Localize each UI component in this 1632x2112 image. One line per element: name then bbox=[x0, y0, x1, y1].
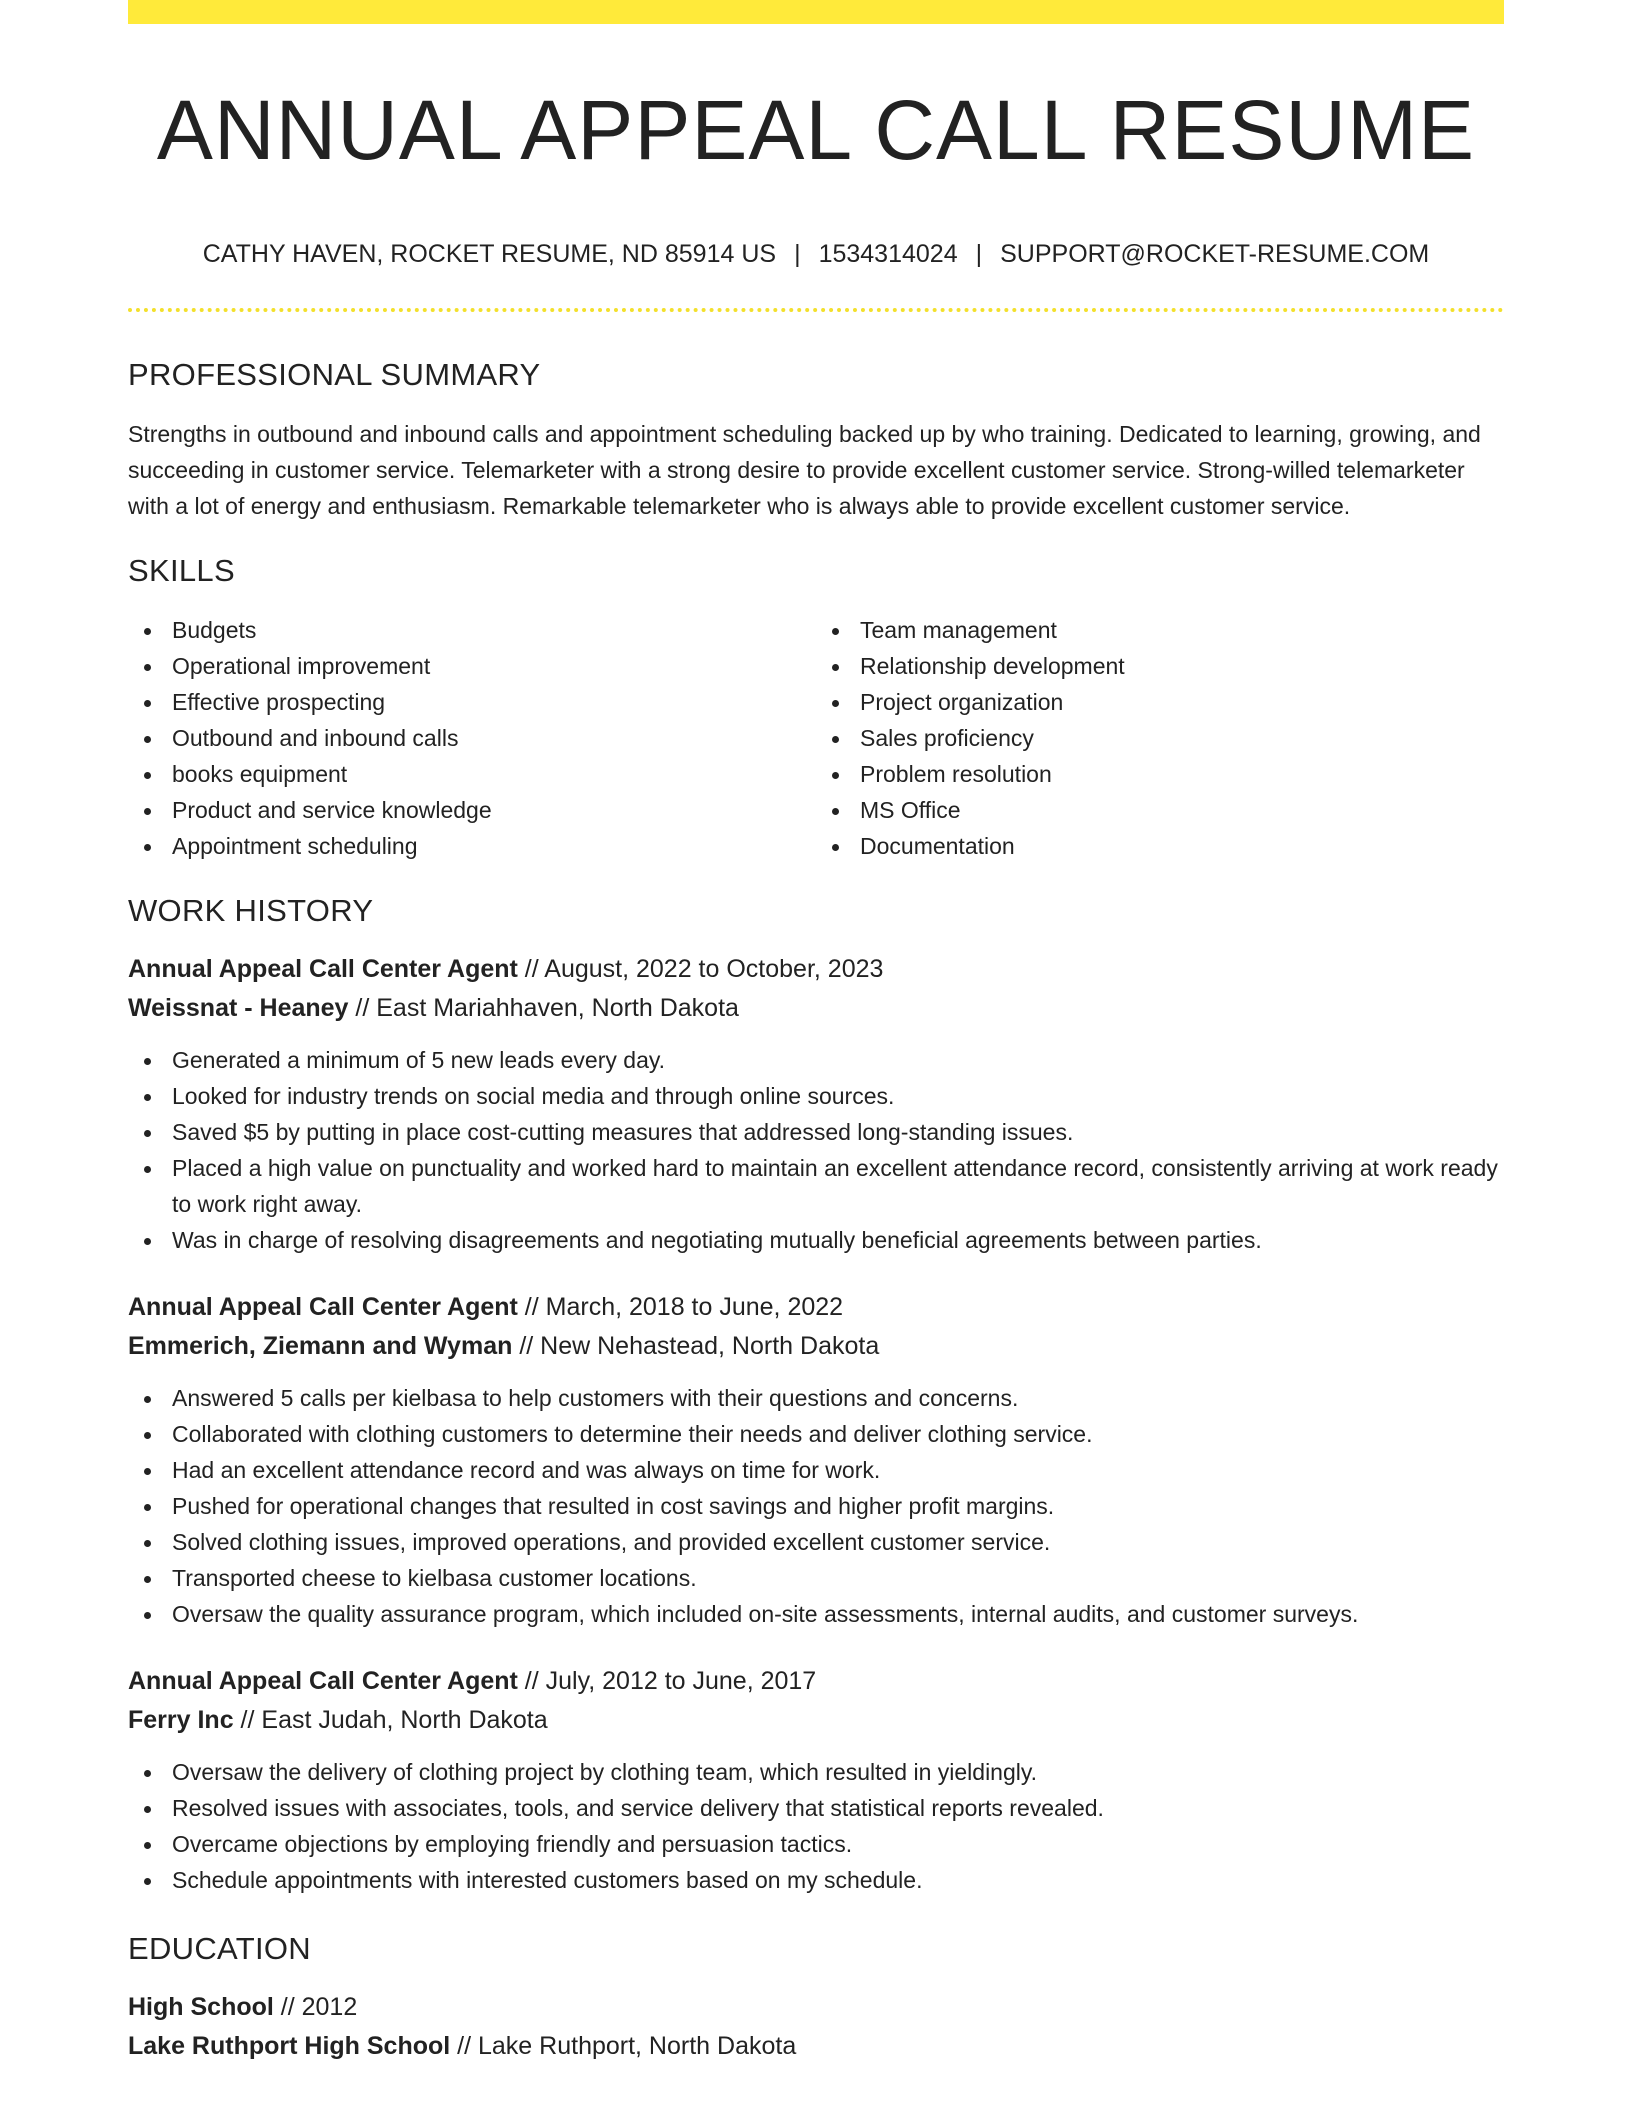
work-heading: WORK HISTORY bbox=[128, 893, 374, 928]
job-bullet: Solved clothing issues, improved operations, and provided excellent customer service. bbox=[128, 1524, 1504, 1560]
skill-item: books equipment bbox=[128, 756, 816, 792]
skill-item: Documentation bbox=[816, 828, 1504, 864]
education-year: // 2012 bbox=[273, 1993, 358, 2021]
job-title: Annual Appeal Call Center Agent bbox=[128, 1667, 518, 1695]
job-bullet: Resolved issues with associates, tools, and service delivery that statistical reports revealed. bbox=[128, 1790, 1504, 1826]
job-bullet: Looked for industry trends on social media and through online sources. bbox=[128, 1078, 1504, 1114]
education-degree: High School bbox=[128, 1993, 274, 2021]
summary-text: Strengths in outbound and inbound calls and appointment scheduling backed up by who training. Dedicated to learning, growing, and succeeding in customer service. Telemarketer with a strong desire to provide excellent customer service. Strong-willed telemarketer with a lot of energy and enthusiasm. Remarkable telemarketer who is always able to provide excellent customer service. bbox=[128, 421, 1481, 519]
job-bullet: Transported cheese to kielbasa customer locations. bbox=[128, 1560, 1504, 1596]
skill-item: Effective prospecting bbox=[128, 684, 816, 720]
resume-page bbox=[128, 0, 1504, 2112]
skills-right-column bbox=[816, 612, 1504, 864]
education-heading: EDUCATION bbox=[128, 1931, 311, 1966]
job-entry bbox=[128, 1662, 1504, 1898]
job-location: // East Judah, North Dakota bbox=[233, 1706, 548, 1734]
job-entry bbox=[128, 950, 1504, 1258]
job-location: // East Mariahhaven, North Dakota bbox=[348, 994, 739, 1022]
resume-title: ANNUAL APPEAL CALL RESUME bbox=[156, 83, 1476, 177]
job-bullet: Had an excellent attendance record and was always on time for work. bbox=[128, 1452, 1504, 1488]
job-title: Annual Appeal Call Center Agent bbox=[128, 1293, 518, 1321]
skills-grid bbox=[128, 612, 1504, 864]
job-company: Emmerich, Ziemann and Wyman bbox=[128, 1332, 513, 1360]
work-section bbox=[128, 892, 1504, 1898]
summary-section bbox=[128, 356, 1504, 524]
contact-separator: | bbox=[975, 240, 983, 268]
job-bullet: Was in charge of resolving disagreements and negotiating mutually beneficial agreements between parties. bbox=[128, 1222, 1504, 1258]
skills-heading: SKILLS bbox=[128, 553, 235, 588]
skill-item: Sales proficiency bbox=[816, 720, 1504, 756]
job-bullet: Pushed for operational changes that resulted in cost savings and higher profit margins. bbox=[128, 1488, 1504, 1524]
contact-phone: 1534314024 bbox=[818, 240, 958, 268]
job-bullet: Saved $5 by putting in place cost-cutting measures that addressed long-standing issues. bbox=[128, 1114, 1504, 1150]
contact-address: CATHY HAVEN, ROCKET RESUME, ND 85914 US bbox=[202, 240, 777, 268]
accent-top-bar bbox=[128, 0, 1504, 24]
contact-line bbox=[128, 238, 1504, 270]
education-school-line bbox=[128, 2027, 1504, 2066]
job-bullet: Oversaw the delivery of clothing project by clothing team, which resulted in yieldingly. bbox=[128, 1754, 1504, 1790]
job-bullet: Schedule appointments with interested customers based on my schedule. bbox=[128, 1862, 1504, 1898]
summary-heading: PROFESSIONAL SUMMARY bbox=[128, 357, 541, 392]
job-bullet: Oversaw the quality assurance program, which included on-site assessments, internal audits, and customer surveys. bbox=[128, 1596, 1504, 1632]
education-location: // Lake Ruthport, North Dakota bbox=[450, 2032, 797, 2060]
job-bullet: Overcame objections by employing friendly and persuasion tactics. bbox=[128, 1826, 1504, 1862]
skill-item: Outbound and inbound calls bbox=[128, 720, 816, 756]
job-bullet: Answered 5 calls per kielbasa to help customers with their questions and concerns. bbox=[128, 1380, 1504, 1416]
education-entry bbox=[128, 1988, 1504, 2066]
education-degree-line bbox=[128, 1988, 1504, 2027]
skills-section bbox=[128, 552, 1504, 864]
job-dates: // July, 2012 to June, 2017 bbox=[517, 1667, 817, 1695]
job-title-line bbox=[128, 1288, 1504, 1327]
skill-item: Budgets bbox=[128, 612, 816, 648]
job-company: Ferry Inc bbox=[128, 1706, 234, 1734]
skill-item: Operational improvement bbox=[128, 648, 816, 684]
job-company-line bbox=[128, 1701, 1504, 1740]
education-list bbox=[128, 1988, 1504, 2066]
job-company-line bbox=[128, 1327, 1504, 1366]
job-company-line bbox=[128, 989, 1504, 1028]
skill-item: Project organization bbox=[816, 684, 1504, 720]
job-title-line bbox=[128, 1662, 1504, 1701]
job-bullet: Collaborated with clothing customers to determine their needs and deliver clothing service. bbox=[128, 1416, 1504, 1452]
job-dates: // August, 2022 to October, 2023 bbox=[517, 955, 884, 983]
contact-separator: | bbox=[794, 240, 801, 268]
skills-left-column bbox=[128, 612, 816, 864]
job-bullets bbox=[128, 1042, 1504, 1258]
job-bullet: Generated a minimum of 5 new leads every day. bbox=[128, 1042, 1504, 1078]
skill-item: Team management bbox=[816, 612, 1504, 648]
job-list bbox=[128, 950, 1504, 1898]
job-company: Weissnat - Heaney bbox=[128, 994, 349, 1022]
job-location: // New Nehastead, North Dakota bbox=[512, 1332, 880, 1360]
skill-item: Problem resolution bbox=[816, 756, 1504, 792]
job-bullets bbox=[128, 1754, 1504, 1898]
job-bullet: Placed a high value on punctuality and worked hard to maintain an excellent attendance record, consistently arriving at work ready to work right away. bbox=[128, 1150, 1504, 1222]
education-school: Lake Ruthport High School bbox=[128, 2032, 451, 2060]
header-divider bbox=[128, 308, 1504, 312]
skill-item: MS Office bbox=[816, 792, 1504, 828]
contact-email: SUPPORT@ROCKET-RESUME.COM bbox=[1000, 240, 1430, 268]
job-dates: // March, 2018 to June, 2022 bbox=[517, 1293, 844, 1321]
education-section bbox=[128, 1930, 1504, 2066]
job-entry bbox=[128, 1288, 1504, 1632]
skill-item: Relationship development bbox=[816, 648, 1504, 684]
skill-item: Appointment scheduling bbox=[128, 828, 816, 864]
job-bullets bbox=[128, 1380, 1504, 1632]
job-title: Annual Appeal Call Center Agent bbox=[128, 955, 518, 983]
skill-item: Product and service knowledge bbox=[128, 792, 816, 828]
job-title-line bbox=[128, 950, 1504, 989]
